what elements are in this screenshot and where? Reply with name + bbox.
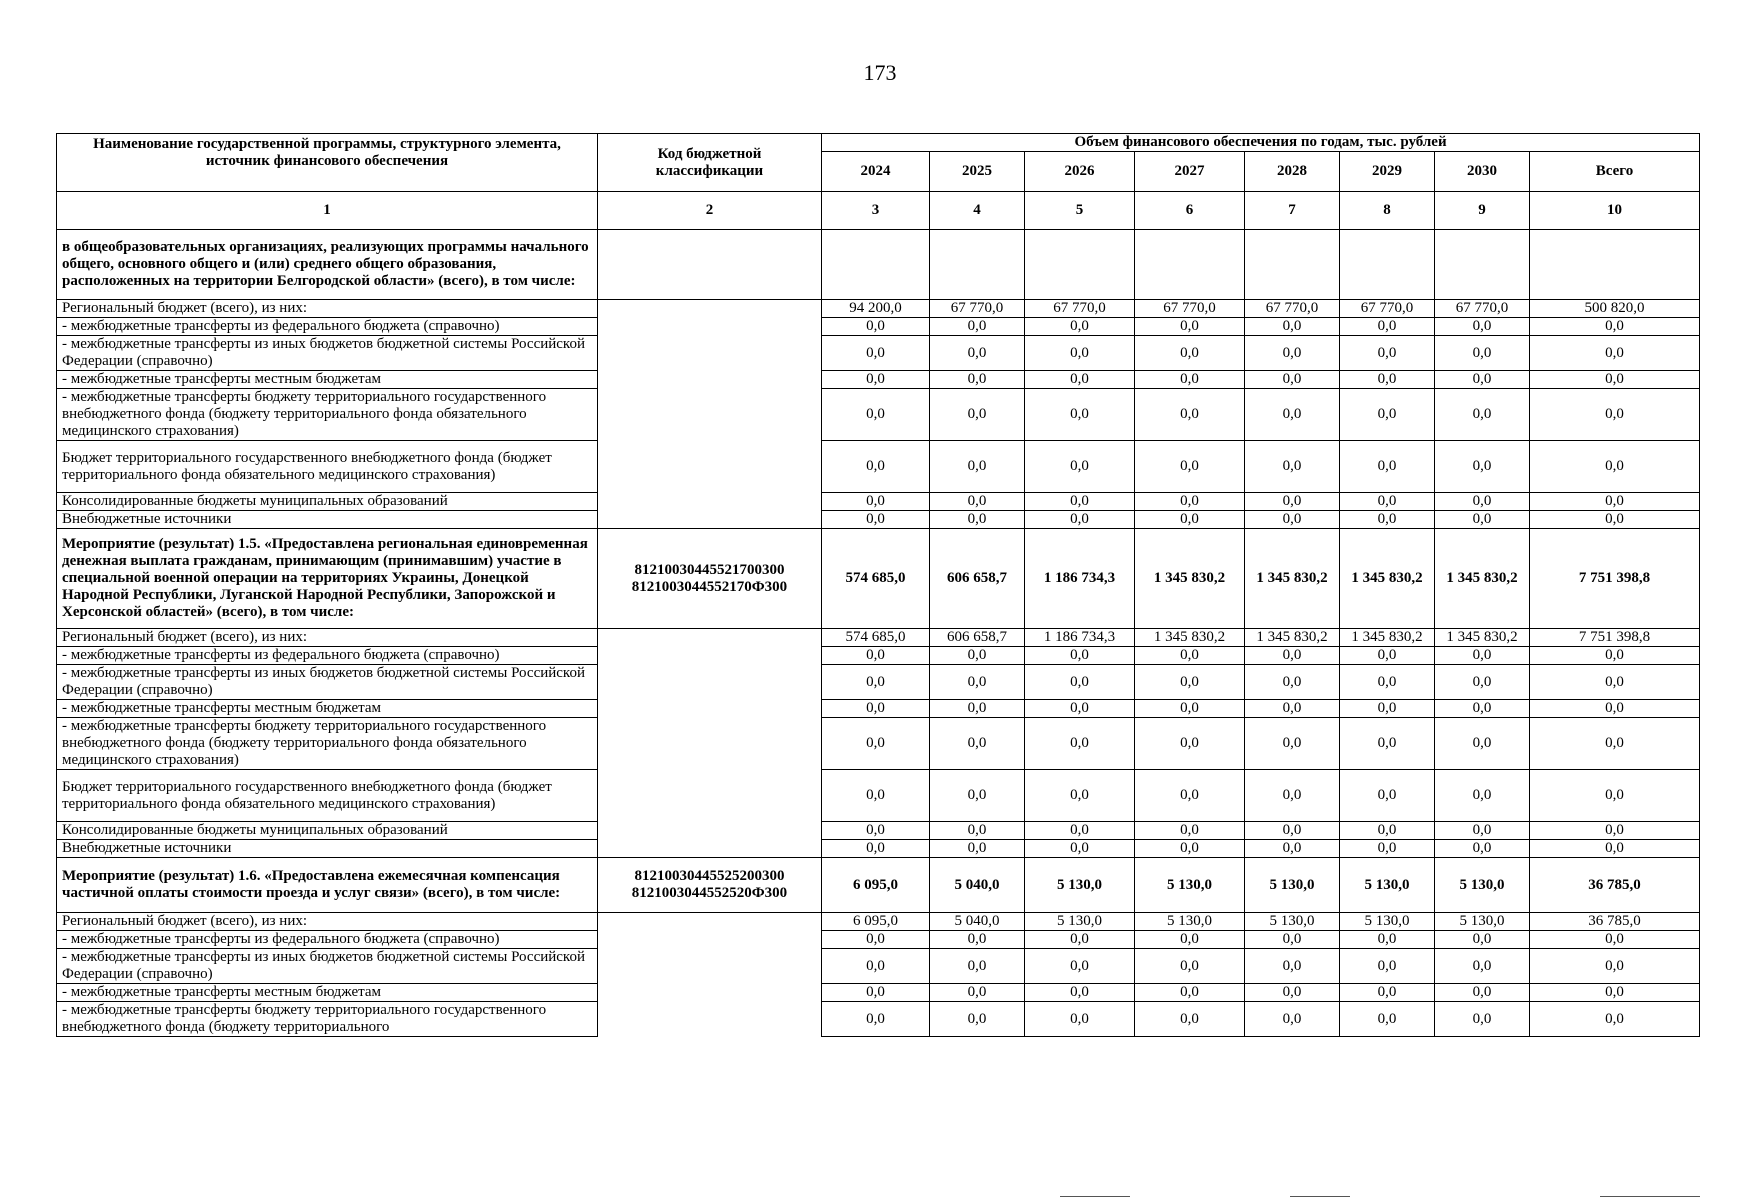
- value-cell: 1 345 830,2: [1135, 629, 1245, 647]
- value-cell: 0,0: [1530, 984, 1700, 1002]
- column-index: 7: [1245, 192, 1340, 230]
- section-total-cell: 574 685,0: [822, 529, 930, 629]
- value-cell: 0,0: [1435, 318, 1530, 336]
- year-header: 2027: [1135, 152, 1245, 192]
- empty-code-cell: [598, 949, 822, 984]
- value-cell: 5 130,0: [1025, 913, 1135, 931]
- value-cell: 0,0: [1340, 493, 1435, 511]
- value-cell: 0,0: [930, 318, 1025, 336]
- value-cell: 0,0: [930, 822, 1025, 840]
- value-cell: 0,0: [1135, 389, 1245, 441]
- row-label: - межбюджетные трансферты из федерального бюджета (справочно): [57, 931, 598, 949]
- empty-code-cell: [598, 1002, 822, 1037]
- section-total-cell: 606 658,7: [930, 529, 1025, 629]
- value-cell: 0,0: [1025, 389, 1135, 441]
- value-cell: 0,0: [1435, 665, 1530, 700]
- value-cell: 1 186 734,3: [1025, 629, 1135, 647]
- section-title: Мероприятие (результат) 1.5. «Предоставлена региональная единовременная денежная выплата гражданам, принимающим (принимавшим) участие в специальной военной операции на территориях Украины, Донецкой Народной Республики, Луганской Народной Республики, Запорожской и Херсонской областей» (всего), в том числе:: [57, 529, 598, 629]
- value-cell: 0,0: [1530, 647, 1700, 665]
- value-cell: 0,0: [822, 949, 930, 984]
- value-cell: 7 751 398,8: [1530, 629, 1700, 647]
- empty-code-cell: [598, 300, 822, 318]
- empty-code-cell: [598, 718, 822, 770]
- value-cell: 0,0: [1135, 511, 1245, 529]
- column-index: 10: [1530, 192, 1700, 230]
- value-cell: 0,0: [1435, 949, 1530, 984]
- section-row: [57, 230, 1700, 300]
- value-cell: 606 658,7: [930, 629, 1025, 647]
- value-cell: 0,0: [1340, 389, 1435, 441]
- section-total-cell: [1245, 230, 1340, 300]
- value-cell: 0,0: [1245, 949, 1340, 984]
- section-total-cell: 5 130,0: [1245, 858, 1340, 913]
- value-cell: 0,0: [1530, 511, 1700, 529]
- value-cell: 0,0: [822, 700, 930, 718]
- value-cell: 0,0: [1530, 822, 1700, 840]
- value-cell: 0,0: [1245, 493, 1340, 511]
- column-index: 1: [57, 192, 598, 230]
- section-title: Мероприятие (результат) 1.6. «Предоставлена ежемесячная компенсация частичной оплаты стоимости проезда и услуг связи» (всего), в том числе:: [57, 858, 598, 913]
- value-cell: 0,0: [822, 318, 930, 336]
- section-total-cell: [1435, 230, 1530, 300]
- value-cell: 0,0: [1435, 647, 1530, 665]
- value-cell: 1 345 830,2: [1340, 629, 1435, 647]
- value-cell: 0,0: [1135, 665, 1245, 700]
- value-cell: 67 770,0: [1340, 300, 1435, 318]
- value-cell: 0,0: [1135, 1002, 1245, 1037]
- value-cell: 0,0: [930, 389, 1025, 441]
- value-cell: 0,0: [1435, 336, 1530, 371]
- value-cell: 0,0: [930, 840, 1025, 858]
- row-label: - межбюджетные трансферты из федерального бюджета (справочно): [57, 647, 598, 665]
- value-cell: 67 770,0: [1435, 300, 1530, 318]
- value-cell: 0,0: [822, 441, 930, 493]
- value-cell: 0,0: [1530, 441, 1700, 493]
- value-cell: 0,0: [930, 371, 1025, 389]
- empty-code-cell: [598, 665, 822, 700]
- value-cell: 0,0: [822, 336, 930, 371]
- row-label: - межбюджетные трансферты местным бюджетам: [57, 984, 598, 1002]
- table-row: [57, 441, 1700, 493]
- value-cell: 0,0: [1025, 931, 1135, 949]
- row-label: Региональный бюджет (всего), из них:: [57, 629, 598, 647]
- column-index: 6: [1135, 192, 1245, 230]
- section-total-cell: 36 785,0: [1530, 858, 1700, 913]
- value-cell: 0,0: [1135, 336, 1245, 371]
- value-cell: 0,0: [822, 984, 930, 1002]
- value-cell: 0,0: [1245, 718, 1340, 770]
- value-cell: 0,0: [1135, 493, 1245, 511]
- value-cell: 0,0: [1530, 1002, 1700, 1037]
- value-cell: 0,0: [1530, 700, 1700, 718]
- table-row: [57, 389, 1700, 441]
- section-total-cell: 5 130,0: [1025, 858, 1135, 913]
- row-label: - межбюджетные трансферты бюджету территориального государственного внебюджетного фонда (бюджету территориального фонда обязательного медицинского страхования): [57, 389, 598, 441]
- value-cell: 0,0: [1025, 822, 1135, 840]
- funding-group-header: Объем финансового обеспечения по годам, тыс. рублей: [822, 134, 1700, 152]
- value-cell: 0,0: [1435, 1002, 1530, 1037]
- table-row: [57, 718, 1700, 770]
- value-cell: 0,0: [1025, 840, 1135, 858]
- empty-code-cell: [598, 770, 822, 822]
- table-row: [57, 770, 1700, 822]
- empty-code-cell: [598, 511, 822, 529]
- section-title: в общеобразовательных организациях, реализующих программы начального общего, основного общего и (или) среднего общего образования, расположенных на территории Белгородской области» (всего), в том числе:: [57, 230, 598, 300]
- value-cell: 0,0: [930, 700, 1025, 718]
- value-cell: 0,0: [1530, 336, 1700, 371]
- value-cell: 0,0: [1435, 493, 1530, 511]
- section-total-cell: 1 345 830,2: [1340, 529, 1435, 629]
- budget-code: 81210030445525200300: [634, 868, 785, 884]
- value-cell: 0,0: [1435, 371, 1530, 389]
- table-row: [57, 336, 1700, 371]
- section-total-cell: [1340, 230, 1435, 300]
- table-row: [57, 822, 1700, 840]
- column-index-row: [57, 192, 1700, 230]
- budget-code: 8121003044552520Ф300: [631, 885, 788, 901]
- section-total-cell: 1 345 830,2: [1245, 529, 1340, 629]
- value-cell: 0,0: [1025, 493, 1135, 511]
- row-label: - межбюджетные трансферты бюджету территориального государственного внебюджетного фонда (бюджету территориального фонда обязательного медицинского страхования): [57, 718, 598, 770]
- value-cell: 0,0: [1135, 984, 1245, 1002]
- value-cell: 0,0: [1135, 931, 1245, 949]
- value-cell: 0,0: [1435, 822, 1530, 840]
- value-cell: 0,0: [1135, 647, 1245, 665]
- value-cell: 0,0: [822, 840, 930, 858]
- value-cell: 0,0: [1340, 665, 1435, 700]
- row-label: - межбюджетные трансферты местным бюджетам: [57, 700, 598, 718]
- value-cell: 0,0: [1245, 984, 1340, 1002]
- value-cell: 0,0: [1135, 318, 1245, 336]
- section-row: [57, 858, 1700, 913]
- empty-code-cell: [598, 840, 822, 858]
- budget-table: [56, 133, 1700, 1037]
- table-row: [57, 300, 1700, 318]
- value-cell: 0,0: [1435, 700, 1530, 718]
- row-label: Региональный бюджет (всего), из них:: [57, 300, 598, 318]
- value-cell: 0,0: [1025, 984, 1135, 1002]
- section-row: [57, 529, 1700, 629]
- value-cell: 0,0: [930, 441, 1025, 493]
- empty-code-cell: [598, 984, 822, 1002]
- value-cell: 0,0: [1135, 822, 1245, 840]
- year-header: 2025: [930, 152, 1025, 192]
- value-cell: 0,0: [1435, 441, 1530, 493]
- table-row: [57, 949, 1700, 984]
- value-cell: 5 040,0: [930, 913, 1025, 931]
- row-label: Бюджет территориального государственного внебюджетного фонда (бюджет территориального фонда обязательного медицинского страхования): [57, 441, 598, 493]
- value-cell: 0,0: [1245, 441, 1340, 493]
- value-cell: 36 785,0: [1530, 913, 1700, 931]
- row-label: - межбюджетные трансферты из иных бюджетов бюджетной системы Российской Федерации (справочно): [57, 949, 598, 984]
- row-label: Внебюджетные источники: [57, 840, 598, 858]
- section-total-cell: 1 186 734,3: [1025, 529, 1135, 629]
- row-label: - межбюджетные трансферты из федерального бюджета (справочно): [57, 318, 598, 336]
- value-cell: 0,0: [1025, 665, 1135, 700]
- value-cell: 0,0: [822, 1002, 930, 1037]
- value-cell: 0,0: [1135, 371, 1245, 389]
- value-cell: 0,0: [1245, 318, 1340, 336]
- section-total-cell: [1025, 230, 1135, 300]
- value-cell: 0,0: [1340, 949, 1435, 984]
- value-cell: 0,0: [1435, 984, 1530, 1002]
- value-cell: 0,0: [1135, 700, 1245, 718]
- table-row: [57, 913, 1700, 931]
- footer-rules: [1060, 1196, 1700, 1198]
- value-cell: 0,0: [930, 931, 1025, 949]
- budget-code-cell: [598, 529, 822, 629]
- value-cell: 0,0: [930, 493, 1025, 511]
- value-cell: 0,0: [1340, 511, 1435, 529]
- value-cell: 0,0: [1530, 770, 1700, 822]
- value-cell: 0,0: [1025, 770, 1135, 822]
- value-cell: 0,0: [930, 647, 1025, 665]
- value-cell: 0,0: [822, 665, 930, 700]
- value-cell: 0,0: [1025, 718, 1135, 770]
- empty-code-cell: [598, 389, 822, 441]
- empty-code-cell: [598, 647, 822, 665]
- empty-code-cell: [598, 371, 822, 389]
- value-cell: 574 685,0: [822, 629, 930, 647]
- table-row: [57, 931, 1700, 949]
- budget-code-cell: [598, 230, 822, 300]
- value-cell: 0,0: [1340, 770, 1435, 822]
- value-cell: 0,0: [1245, 931, 1340, 949]
- value-cell: 0,0: [1530, 840, 1700, 858]
- value-cell: 0,0: [1340, 371, 1435, 389]
- empty-code-cell: [598, 493, 822, 511]
- value-cell: 0,0: [1025, 318, 1135, 336]
- table-row: [57, 318, 1700, 336]
- value-cell: 0,0: [930, 949, 1025, 984]
- value-cell: 0,0: [1530, 318, 1700, 336]
- value-cell: 6 095,0: [822, 913, 930, 931]
- row-label: Консолидированные бюджеты муниципальных образований: [57, 493, 598, 511]
- code-column-header: Код бюджетной классификации: [598, 134, 822, 192]
- value-cell: 0,0: [1245, 840, 1340, 858]
- section-total-cell: [930, 230, 1025, 300]
- value-cell: 1 345 830,2: [1435, 629, 1530, 647]
- value-cell: 5 130,0: [1245, 913, 1340, 931]
- value-cell: 0,0: [822, 770, 930, 822]
- value-cell: 94 200,0: [822, 300, 930, 318]
- year-header: 2028: [1245, 152, 1340, 192]
- value-cell: 0,0: [1530, 389, 1700, 441]
- value-cell: 0,0: [1025, 700, 1135, 718]
- budget-code-cell: [598, 858, 822, 913]
- value-cell: 0,0: [1245, 665, 1340, 700]
- value-cell: 0,0: [1435, 389, 1530, 441]
- row-label: - межбюджетные трансферты из иных бюджетов бюджетной системы Российской Федерации (справочно): [57, 336, 598, 371]
- value-cell: 0,0: [1530, 371, 1700, 389]
- row-label: Региональный бюджет (всего), из них:: [57, 913, 598, 931]
- value-cell: 0,0: [1435, 511, 1530, 529]
- empty-code-cell: [598, 441, 822, 493]
- value-cell: 0,0: [1435, 718, 1530, 770]
- value-cell: 0,0: [1340, 822, 1435, 840]
- value-cell: 0,0: [1135, 840, 1245, 858]
- value-cell: 0,0: [930, 336, 1025, 371]
- empty-code-cell: [598, 700, 822, 718]
- row-label: Бюджет территориального государственного внебюджетного фонда (бюджет территориального фонда обязательного медицинского страхования): [57, 770, 598, 822]
- value-cell: 0,0: [1025, 371, 1135, 389]
- value-cell: 0,0: [822, 822, 930, 840]
- value-cell: 0,0: [1435, 840, 1530, 858]
- year-header: 2024: [822, 152, 930, 192]
- value-cell: 0,0: [1025, 441, 1135, 493]
- section-total-cell: [822, 230, 930, 300]
- column-index: 4: [930, 192, 1025, 230]
- value-cell: 67 770,0: [1135, 300, 1245, 318]
- value-cell: 0,0: [1530, 931, 1700, 949]
- column-index: 2: [598, 192, 822, 230]
- value-cell: 67 770,0: [1025, 300, 1135, 318]
- empty-code-cell: [598, 336, 822, 371]
- table-row: [57, 1002, 1700, 1037]
- value-cell: 0,0: [822, 371, 930, 389]
- column-index: 3: [822, 192, 930, 230]
- value-cell: 0,0: [1340, 718, 1435, 770]
- value-cell: 0,0: [1025, 647, 1135, 665]
- value-cell: 0,0: [1025, 1002, 1135, 1037]
- page-number: 173: [863, 60, 897, 85]
- year-header: 2026: [1025, 152, 1135, 192]
- value-cell: 0,0: [1340, 336, 1435, 371]
- value-cell: 0,0: [930, 770, 1025, 822]
- column-index: 8: [1340, 192, 1435, 230]
- empty-code-cell: [598, 318, 822, 336]
- value-cell: 0,0: [1340, 1002, 1435, 1037]
- row-label: - межбюджетные трансферты бюджету территориального государственного внебюджетного фонда (бюджету территориального: [57, 1002, 598, 1037]
- row-label: Внебюджетные источники: [57, 511, 598, 529]
- value-cell: 0,0: [1135, 770, 1245, 822]
- value-cell: 0,0: [822, 718, 930, 770]
- year-header: 2030: [1435, 152, 1530, 192]
- table-row: [57, 629, 1700, 647]
- budget-code: 8121003044552170Ф300: [631, 578, 788, 595]
- value-cell: 0,0: [1245, 336, 1340, 371]
- table-row: [57, 665, 1700, 700]
- value-cell: 5 130,0: [1435, 913, 1530, 931]
- value-cell: 5 130,0: [1135, 913, 1245, 931]
- section-total-cell: 5 040,0: [930, 858, 1025, 913]
- column-index: 5: [1025, 192, 1135, 230]
- value-cell: 0,0: [1245, 511, 1340, 529]
- name-column-header: Наименование государственной программы, структурного элемента, источник финансового обеспечения: [57, 134, 598, 192]
- row-label: - межбюджетные трансферты из иных бюджетов бюджетной системы Российской Федерации (справочно): [57, 665, 598, 700]
- column-index: 9: [1435, 192, 1530, 230]
- value-cell: 0,0: [1025, 949, 1135, 984]
- total-header: Всего: [1530, 152, 1700, 192]
- value-cell: 0,0: [822, 931, 930, 949]
- row-label: - межбюджетные трансферты местным бюджетам: [57, 371, 598, 389]
- row-label: Консолидированные бюджеты муниципальных образований: [57, 822, 598, 840]
- section-total-cell: 6 095,0: [822, 858, 930, 913]
- value-cell: 0,0: [1340, 318, 1435, 336]
- value-cell: 0,0: [1245, 389, 1340, 441]
- value-cell: 0,0: [930, 511, 1025, 529]
- year-header: 2029: [1340, 152, 1435, 192]
- value-cell: 67 770,0: [930, 300, 1025, 318]
- value-cell: 0,0: [1245, 770, 1340, 822]
- value-cell: 0,0: [822, 647, 930, 665]
- value-cell: 0,0: [1340, 647, 1435, 665]
- value-cell: 0,0: [1025, 511, 1135, 529]
- value-cell: 0,0: [1025, 336, 1135, 371]
- empty-code-cell: [598, 931, 822, 949]
- value-cell: 0,0: [822, 389, 930, 441]
- section-total-cell: 5 130,0: [1135, 858, 1245, 913]
- section-total-cell: 5 130,0: [1435, 858, 1530, 913]
- value-cell: 500 820,0: [1530, 300, 1700, 318]
- table-row: [57, 840, 1700, 858]
- value-cell: 0,0: [1530, 665, 1700, 700]
- value-cell: 0,0: [1135, 718, 1245, 770]
- value-cell: 0,0: [930, 1002, 1025, 1037]
- empty-code-cell: [598, 822, 822, 840]
- section-total-cell: 1 345 830,2: [1435, 529, 1530, 629]
- value-cell: 0,0: [1435, 931, 1530, 949]
- section-total-cell: 1 345 830,2: [1135, 529, 1245, 629]
- value-cell: 0,0: [1530, 949, 1700, 984]
- value-cell: 0,0: [1245, 1002, 1340, 1037]
- value-cell: 0,0: [1340, 700, 1435, 718]
- table-row: [57, 493, 1700, 511]
- value-cell: 0,0: [1530, 718, 1700, 770]
- value-cell: 0,0: [1340, 931, 1435, 949]
- value-cell: 0,0: [1245, 822, 1340, 840]
- value-cell: 1 345 830,2: [1245, 629, 1340, 647]
- empty-code-cell: [598, 629, 822, 647]
- table-row: [57, 511, 1700, 529]
- value-cell: 5 130,0: [1340, 913, 1435, 931]
- value-cell: 0,0: [1340, 984, 1435, 1002]
- table-row: [57, 984, 1700, 1002]
- value-cell: 0,0: [1245, 700, 1340, 718]
- table-row: [57, 647, 1700, 665]
- value-cell: 0,0: [1245, 371, 1340, 389]
- value-cell: 67 770,0: [1245, 300, 1340, 318]
- value-cell: 0,0: [1530, 493, 1700, 511]
- value-cell: 0,0: [1245, 647, 1340, 665]
- value-cell: 0,0: [1340, 441, 1435, 493]
- section-total-cell: 7 751 398,8: [1530, 529, 1700, 629]
- value-cell: 0,0: [1435, 770, 1530, 822]
- value-cell: 0,0: [930, 665, 1025, 700]
- value-cell: 0,0: [930, 718, 1025, 770]
- value-cell: 0,0: [1135, 949, 1245, 984]
- table-row: [57, 371, 1700, 389]
- section-total-cell: [1530, 230, 1700, 300]
- table-row: [57, 700, 1700, 718]
- value-cell: 0,0: [1340, 840, 1435, 858]
- empty-code-cell: [598, 913, 822, 931]
- section-total-cell: 5 130,0: [1340, 858, 1435, 913]
- budget-code: 81210030445521700300: [634, 561, 785, 578]
- value-cell: 0,0: [1135, 441, 1245, 493]
- value-cell: 0,0: [822, 493, 930, 511]
- section-total-cell: [1135, 230, 1245, 300]
- value-cell: 0,0: [822, 511, 930, 529]
- value-cell: 0,0: [930, 984, 1025, 1002]
